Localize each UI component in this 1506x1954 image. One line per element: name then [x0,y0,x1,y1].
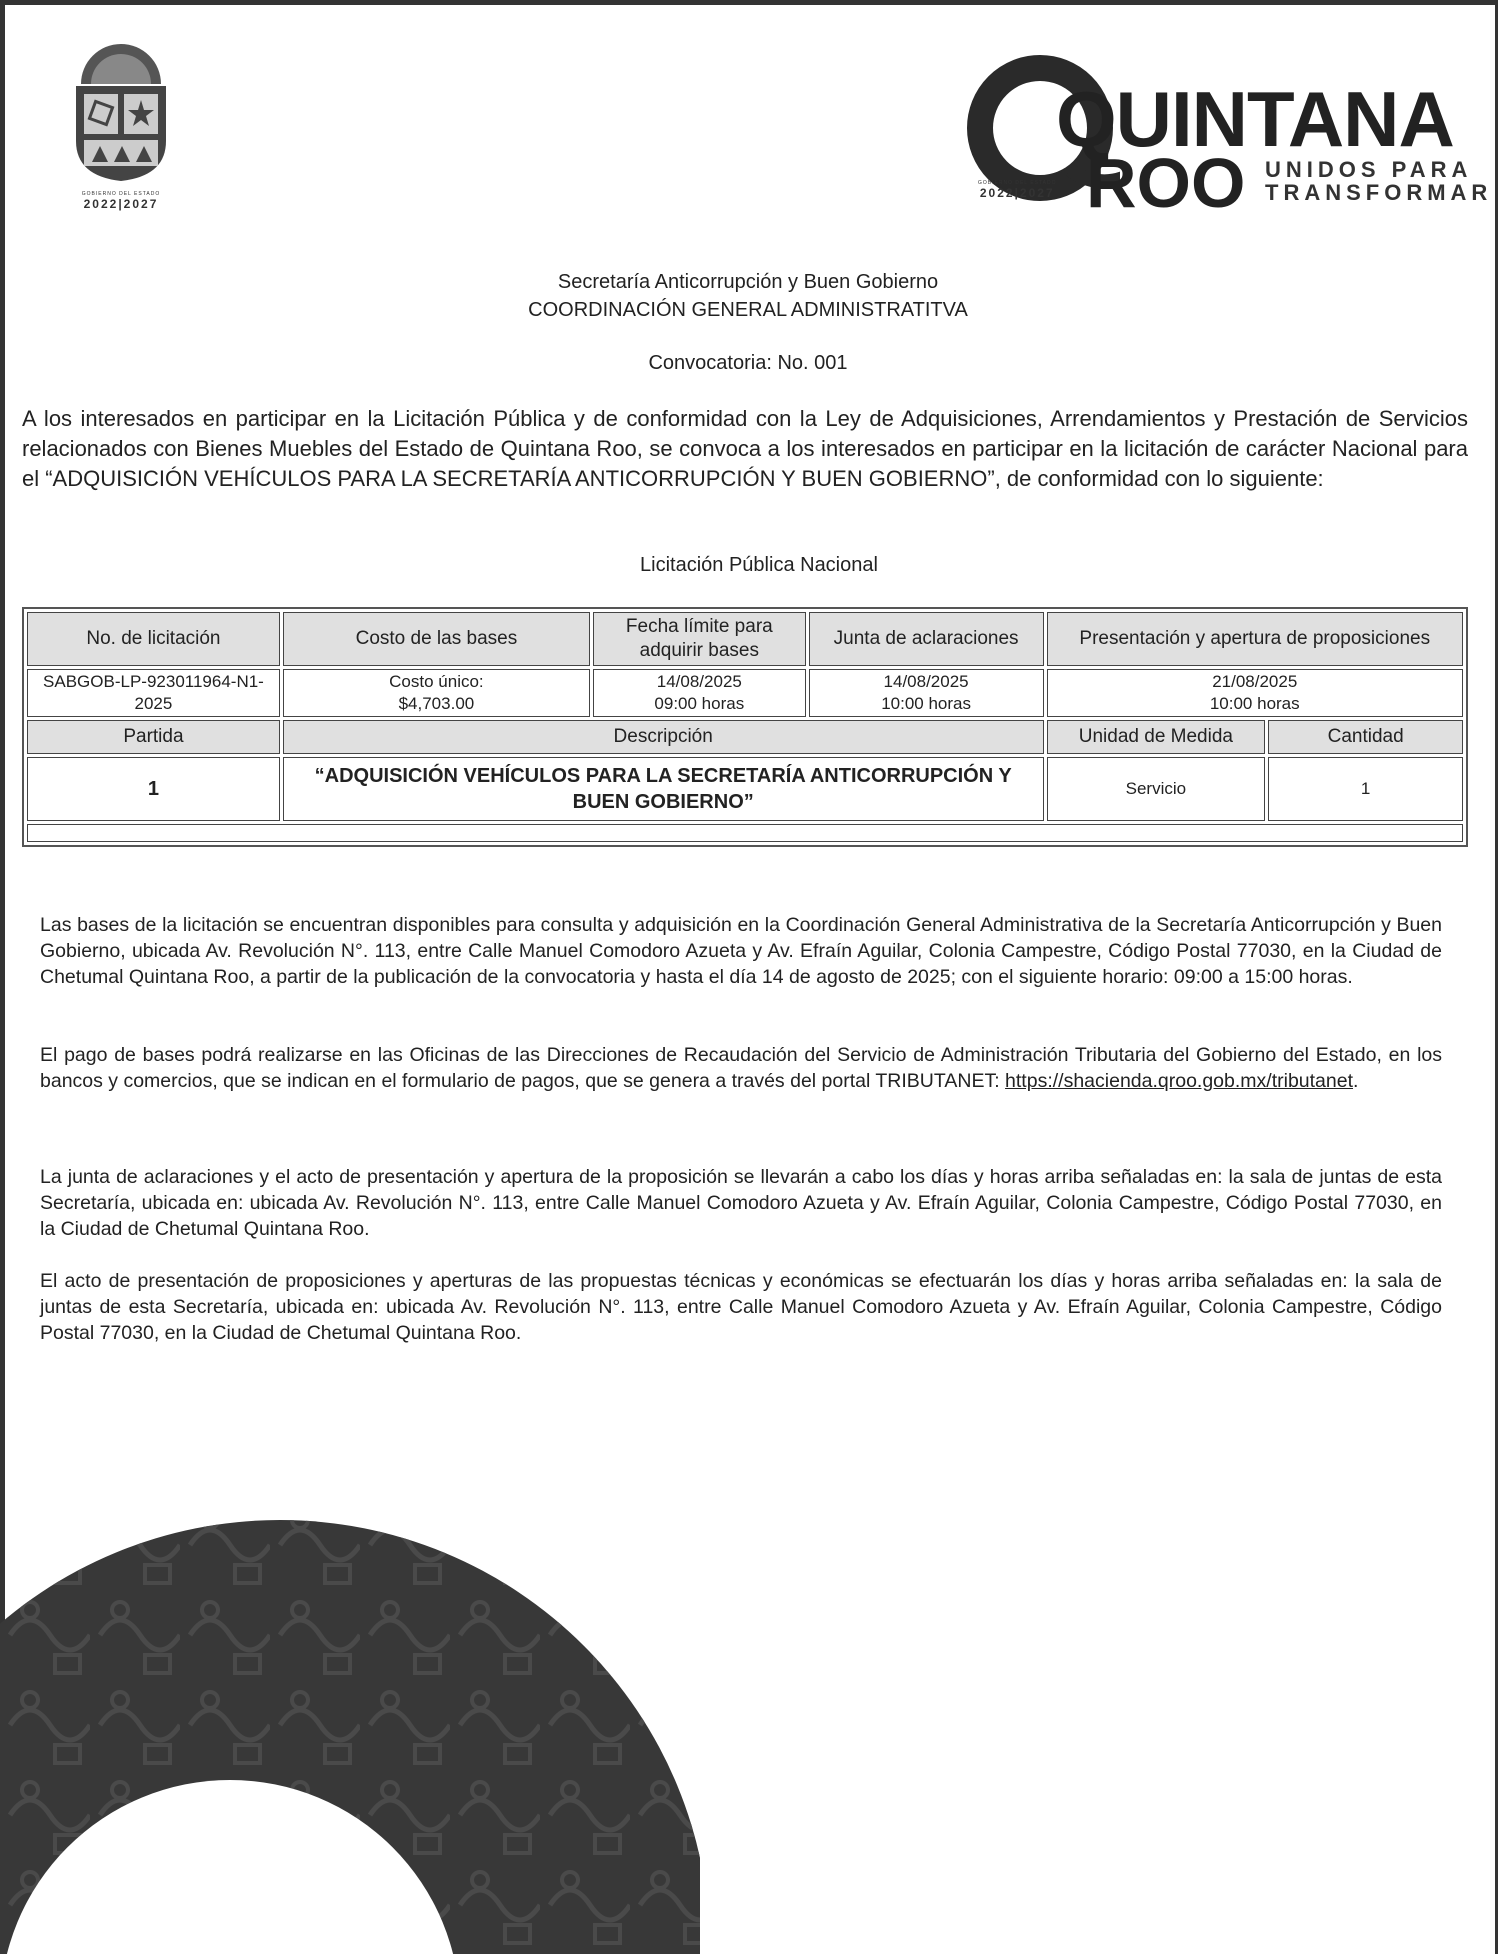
table-header-row [27,612,1463,666]
left-logo-years: 2022|2027 [83,197,159,211]
brand-tagline-1: UNIDOS PARA [1265,157,1473,182]
pago-text: El pago de bases podrá realizarse en las Oficinas de las Direcciones de Recaudación del Servicio de Administración Tributaria del Gobierno del Estado, en los bancos y comercios, que se indican en el formulario de pagos, que se genera a través del portal TRIBUTANET: [40,1044,1442,1092]
intro-paragraph: A los interesados en participar en la Licitación Pública y de conformidad con la Ley de Adquisiciones, Arrendamientos y Prestación de Servicios relacionados con Bienes Muebles del Estado de Quintana Roo, se convoca a los interesados en participar en la licitación de carácter Nacional para el “ADQUISICIÓN VEHÍCULOS PARA LA SECRETARÍA ANTICORRUPCIÓN Y BUEN GOBIERNO”, de conformidad con lo siguiente: [22,406,1468,491]
brand-tagline-2: TRANSFORMAR [1265,180,1493,206]
fecha-limite-date: 14/08/2025 [656,672,742,691]
licitacion-table [22,607,1468,847]
quintana-roo-logo [960,50,1493,222]
costo-value: $4,703.00 [398,694,475,713]
fecha-limite-time: 09:00 horas [654,694,745,713]
table-row [27,669,1463,717]
left-logo-label: GOBIERNO DEL ESTADO [81,191,161,197]
paragraph-bases: Las bases de la licitación se encuentran disponibles para consulta y adquisición en la Coordinación General Administrativa de la Secretaría Anticorrupción y Buen Gobierno, ubicada Av. Revolución N°. 113, entre Calle Manuel Comodoro Azueta y Av. Efraín Aguilar, Colonia Campestre, Código Postal 77030, en la Ciudad de Chetumal Quintana Roo, a partir de la publicación de la convocatoria y hasta el día 14 de agosto de 2025; con el siguiente horario: 09:00 a 15:00 horas. [40,914,1442,988]
costo-cell [283,669,590,717]
table-empty-row [27,824,1463,842]
header-coordinacion: COORDINACIÓN GENERAL ADMINISTRATITVA [528,299,968,321]
decorative-ring [0,1410,700,1954]
header-secretaria: Secretaría Anticorrupción y Buen Gobierno [557,271,939,293]
licitacion-number: SABGOB-LP-923011964-N1-2025 [27,669,280,717]
header-cell: Junta de aclaraciones [809,612,1044,666]
document-header [0,268,1496,324]
header-cell: Fecha límite para adquirir bases [593,612,806,666]
pago-end: . [1353,1070,1359,1092]
brand-roo: ROO [1086,144,1246,222]
coat-of-arms-logo [66,44,176,214]
header-cell: Presentación y apertura de proposiciones [1047,612,1464,666]
table-row [27,757,1463,821]
unidad-value: Servicio [1047,757,1266,821]
header-cell: Partida [27,720,280,754]
tributanet-link[interactable]: https://shacienda.qroo.gob.mx/tributanet [1005,1070,1354,1092]
cantidad-value: 1 [1268,757,1463,821]
junta-date: 14/08/2025 [883,672,969,691]
header-cell: Unidad de Medida [1047,720,1266,754]
presentacion-cell [1047,669,1464,717]
right-logo-label: GOBIERNO DEL ESTADO [978,180,1057,186]
header-cell: Cantidad [1268,720,1463,754]
presentacion-date: 21/08/2025 [1212,672,1298,691]
partida-value: 1 [27,757,280,821]
presentacion-time: 10:00 horas [1209,694,1300,713]
paragraph-pago [40,1042,1442,1094]
fecha-limite-cell [593,669,806,717]
paragraph-junta: La junta de aclaraciones y el acto de presentación y apertura de la proposición se llevarán a cabo los días y horas arriba señaladas en: la sala de juntas de esta Secretaría, ubicada en: ubicada Av. Revolución N°. 113, entre Calle Manuel Comodoro Azueta y Av. Efraín Aguilar, Colonia Campestre, Código Postal 77030, en la Ciudad de Chetumal Quintana Roo. [40,1166,1442,1240]
table-title: Licitación Pública Nacional [640,554,878,576]
junta-cell [809,669,1044,717]
table-header-row-2 [27,720,1463,754]
brand-quintana: QUINTANA [1056,75,1454,163]
descripcion-value: “ADQUISICIÓN VEHÍCULOS PARA LA SECRETARÍA ANTICORRUPCIÓN Y BUEN GOBIERNO” [283,757,1044,821]
junta-time: 10:00 horas [881,694,971,713]
right-logo-period [978,180,1056,200]
coat-of-arms-icon [66,44,176,184]
costo-label: Costo único: [389,672,484,691]
brand-tagline [1265,158,1492,204]
header-cell: Costo de las bases [283,612,590,666]
header-cell: Descripción [283,720,1044,754]
header-cell: No. de licitación [27,612,280,666]
empty-cell [27,824,1463,842]
convocatoria-number: Convocatoria: No. 001 [648,352,848,374]
right-logo-years: 2022|2027 [979,186,1055,200]
paragraph-acto: El acto de presentación de proposiciones y aperturas de las propuestas técnicas y económicas se efectuarán los días y horas arriba señaladas en: la sala de juntas de esta Secretaría, ubicada en: ubicada Av. Revolución N°. 113, entre Calle Manuel Comodoro Azueta y Av. Efraín Aguilar, Colonia Campestre, Código Postal 77030, en la Ciudad de Chetumal Quintana Roo. [40,1270,1442,1344]
